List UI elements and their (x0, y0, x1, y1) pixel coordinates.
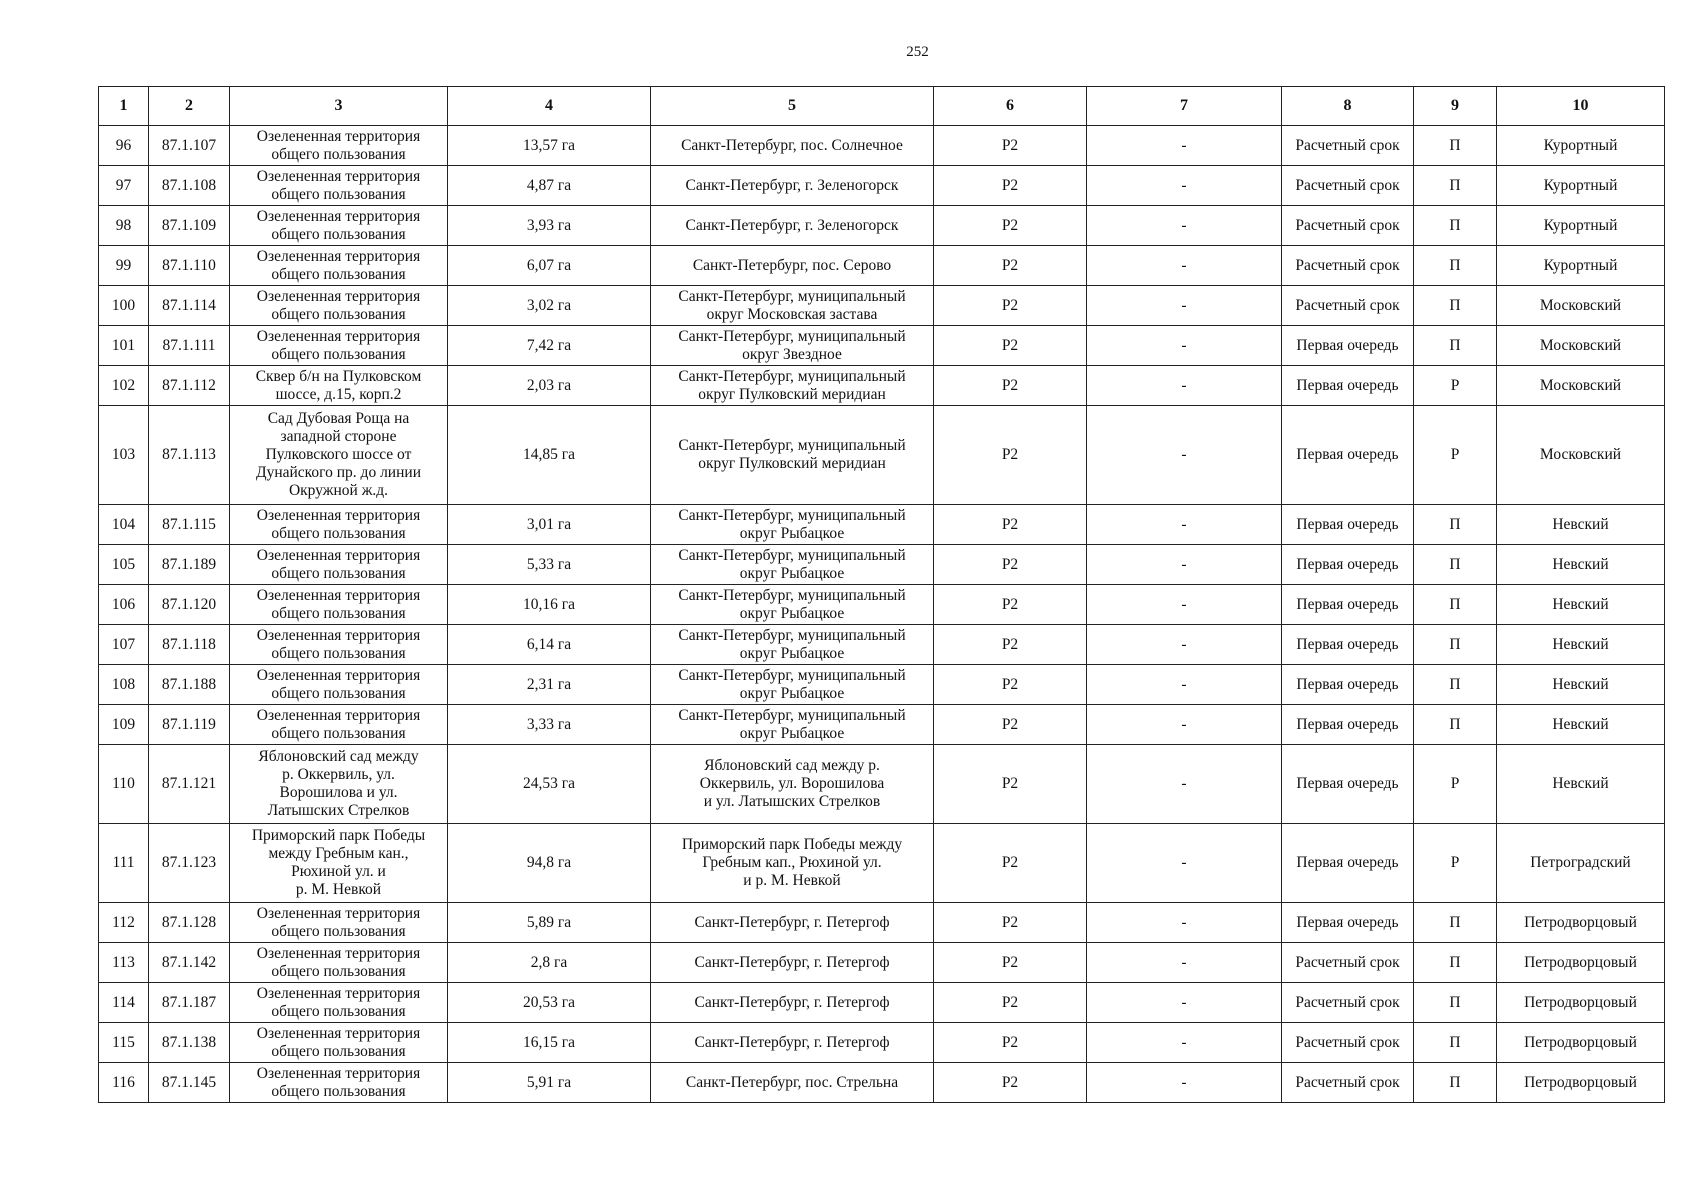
object-code: 87.1.108 (149, 166, 230, 206)
object-name: Озелененная территория общего пользования (230, 246, 448, 286)
status-code: П (1414, 1023, 1497, 1063)
column-7-value: - (1087, 166, 1282, 206)
district-name: Петродворцовый (1497, 1063, 1665, 1103)
object-name: Озелененная территория общего пользования (230, 166, 448, 206)
column-header: 9 (1414, 87, 1497, 126)
header-row (99, 87, 1665, 126)
status-code: П (1414, 206, 1497, 246)
column-header: 6 (934, 87, 1087, 126)
column-7-value: - (1087, 903, 1282, 943)
table-row (99, 206, 1665, 246)
row-number: 100 (99, 286, 149, 326)
object-location: Санкт-Петербург, г. Петергоф (651, 903, 934, 943)
column-7-value: - (1087, 406, 1282, 505)
column-7-value: - (1087, 505, 1282, 545)
object-name: Сквер б/н на Пулковском шоссе, д.15, корп.2 (230, 366, 448, 406)
implementation-term: Первая очередь (1282, 406, 1414, 505)
row-number: 116 (99, 1063, 149, 1103)
zone-code: Р2 (934, 824, 1087, 903)
district-name: Петроградский (1497, 824, 1665, 903)
column-7-value: - (1087, 126, 1282, 166)
district-name: Московский (1497, 406, 1665, 505)
object-name: Озелененная территория общего пользования (230, 1023, 448, 1063)
status-code: П (1414, 625, 1497, 665)
implementation-term: Расчетный срок (1282, 246, 1414, 286)
object-name: Озелененная территория общего пользования (230, 903, 448, 943)
district-name: Петродворцовый (1497, 983, 1665, 1023)
object-code: 87.1.115 (149, 505, 230, 545)
table-row (99, 943, 1665, 983)
implementation-term: Расчетный срок (1282, 206, 1414, 246)
implementation-term: Расчетный срок (1282, 166, 1414, 206)
object-code: 87.1.109 (149, 206, 230, 246)
object-name: Озелененная территория общего пользования (230, 983, 448, 1023)
object-area: 94,8 га (448, 824, 651, 903)
district-name: Петродворцовый (1497, 903, 1665, 943)
table-body (99, 126, 1665, 1103)
object-code: 87.1.113 (149, 406, 230, 505)
object-name: Озелененная территория общего пользования (230, 625, 448, 665)
status-code: П (1414, 166, 1497, 206)
object-area: 2,8 га (448, 943, 651, 983)
implementation-term: Первая очередь (1282, 505, 1414, 545)
table-row (99, 366, 1665, 406)
object-name: Озелененная территория общего пользования (230, 326, 448, 366)
column-7-value: - (1087, 545, 1282, 585)
implementation-term: Первая очередь (1282, 326, 1414, 366)
object-area: 3,93 га (448, 206, 651, 246)
column-7-value: - (1087, 366, 1282, 406)
zone-code: Р2 (934, 705, 1087, 745)
object-code: 87.1.114 (149, 286, 230, 326)
object-code: 87.1.112 (149, 366, 230, 406)
district-name: Невский (1497, 745, 1665, 824)
row-number: 97 (99, 166, 149, 206)
column-7-value: - (1087, 1063, 1282, 1103)
column-7-value: - (1087, 824, 1282, 903)
zone-code: Р2 (934, 366, 1087, 406)
object-code: 87.1.187 (149, 983, 230, 1023)
status-code: П (1414, 126, 1497, 166)
district-name: Петродворцовый (1497, 1023, 1665, 1063)
object-name: Яблоновский сад между р. Оккервиль, ул. Ворошилова и ул. Латышских Стрелков (230, 745, 448, 824)
table-row (99, 903, 1665, 943)
district-name: Курортный (1497, 206, 1665, 246)
table-row (99, 286, 1665, 326)
object-code: 87.1.120 (149, 585, 230, 625)
column-7-value: - (1087, 665, 1282, 705)
object-area: 6,14 га (448, 625, 651, 665)
object-name: Озелененная территория общего пользования (230, 545, 448, 585)
zone-code: Р2 (934, 1063, 1087, 1103)
object-area: 13,57 га (448, 126, 651, 166)
column-7-value: - (1087, 206, 1282, 246)
zone-code: Р2 (934, 665, 1087, 705)
district-name: Курортный (1497, 126, 1665, 166)
column-header: 8 (1282, 87, 1414, 126)
object-name: Озелененная территория общего пользования (230, 505, 448, 545)
object-code: 87.1.145 (149, 1063, 230, 1103)
object-location: Санкт-Петербург, муниципальный округ Пулковский меридиан (651, 366, 934, 406)
status-code: Р (1414, 406, 1497, 505)
column-7-value: - (1087, 943, 1282, 983)
column-header: 7 (1087, 87, 1282, 126)
zone-code: Р2 (934, 943, 1087, 983)
object-code: 87.1.188 (149, 665, 230, 705)
object-location: Санкт-Петербург, муниципальный округ Рыбацкое (651, 705, 934, 745)
table-row (99, 665, 1665, 705)
row-number: 114 (99, 983, 149, 1023)
column-7-value: - (1087, 625, 1282, 665)
implementation-term: Первая очередь (1282, 705, 1414, 745)
table-row (99, 983, 1665, 1023)
column-header: 10 (1497, 87, 1665, 126)
status-code: П (1414, 246, 1497, 286)
column-header: 2 (149, 87, 230, 126)
object-location: Санкт-Петербург, муниципальный округ Рыбацкое (651, 545, 934, 585)
object-name: Озелененная территория общего пользования (230, 943, 448, 983)
status-code: П (1414, 286, 1497, 326)
zone-code: Р2 (934, 745, 1087, 824)
implementation-term: Расчетный срок (1282, 943, 1414, 983)
status-code: П (1414, 505, 1497, 545)
district-name: Невский (1497, 545, 1665, 585)
zone-code: Р2 (934, 983, 1087, 1023)
zone-code: Р2 (934, 505, 1087, 545)
object-location: Санкт-Петербург, муниципальный округ Пулковский меридиан (651, 406, 934, 505)
district-name: Московский (1497, 286, 1665, 326)
zone-code: Р2 (934, 585, 1087, 625)
object-location: Санкт-Петербург, г. Зеленогорск (651, 206, 934, 246)
object-location: Санкт-Петербург, муниципальный округ Рыбацкое (651, 625, 934, 665)
district-name: Курортный (1497, 246, 1665, 286)
object-code: 87.1.107 (149, 126, 230, 166)
column-7-value: - (1087, 745, 1282, 824)
district-name: Курортный (1497, 166, 1665, 206)
row-number: 107 (99, 625, 149, 665)
implementation-term: Расчетный срок (1282, 126, 1414, 166)
zone-code: Р2 (934, 406, 1087, 505)
column-header: 3 (230, 87, 448, 126)
row-number: 113 (99, 943, 149, 983)
zone-code: Р2 (934, 1023, 1087, 1063)
object-location: Санкт-Петербург, муниципальный округ Московская застава (651, 286, 934, 326)
implementation-term: Первая очередь (1282, 824, 1414, 903)
object-location: Приморский парк Победы между Гребным кап., Рюхиной ул. и р. М. Невкой (651, 824, 934, 903)
column-7-value: - (1087, 286, 1282, 326)
zone-code: Р2 (934, 625, 1087, 665)
zone-code: Р2 (934, 286, 1087, 326)
status-code: П (1414, 1063, 1497, 1103)
implementation-term: Первая очередь (1282, 903, 1414, 943)
object-code: 87.1.138 (149, 1023, 230, 1063)
table-row (99, 824, 1665, 903)
implementation-term: Первая очередь (1282, 545, 1414, 585)
status-code: П (1414, 943, 1497, 983)
table-row (99, 585, 1665, 625)
object-area: 4,87 га (448, 166, 651, 206)
district-name: Петродворцовый (1497, 943, 1665, 983)
row-number: 112 (99, 903, 149, 943)
district-name: Невский (1497, 585, 1665, 625)
row-number: 98 (99, 206, 149, 246)
status-code: П (1414, 903, 1497, 943)
zone-code: Р2 (934, 126, 1087, 166)
object-name: Озелененная территория общего пользования (230, 705, 448, 745)
object-location: Санкт-Петербург, пос. Стрельна (651, 1063, 934, 1103)
object-area: 16,15 га (448, 1023, 651, 1063)
district-name: Невский (1497, 505, 1665, 545)
row-number: 108 (99, 665, 149, 705)
zone-code: Р2 (934, 903, 1087, 943)
column-7-value: - (1087, 246, 1282, 286)
column-7-value: - (1087, 326, 1282, 366)
implementation-term: Первая очередь (1282, 745, 1414, 824)
table-row (99, 545, 1665, 585)
column-7-value: - (1087, 705, 1282, 745)
implementation-term: Расчетный срок (1282, 1063, 1414, 1103)
column-header: 1 (99, 87, 149, 126)
table-row (99, 326, 1665, 366)
district-name: Московский (1497, 326, 1665, 366)
object-code: 87.1.121 (149, 745, 230, 824)
object-location: Санкт-Петербург, муниципальный округ Рыбацкое (651, 665, 934, 705)
object-name: Озелененная территория общего пользования (230, 286, 448, 326)
row-number: 106 (99, 585, 149, 625)
object-name: Озелененная территория общего пользования (230, 206, 448, 246)
object-area: 3,33 га (448, 705, 651, 745)
column-7-value: - (1087, 585, 1282, 625)
row-number: 103 (99, 406, 149, 505)
object-area: 6,07 га (448, 246, 651, 286)
column-header: 4 (448, 87, 651, 126)
implementation-term: Первая очередь (1282, 665, 1414, 705)
object-code: 87.1.110 (149, 246, 230, 286)
implementation-term: Расчетный срок (1282, 1023, 1414, 1063)
page-number: 252 (906, 44, 929, 60)
object-location: Санкт-Петербург, г. Петергоф (651, 1023, 934, 1063)
row-number: 104 (99, 505, 149, 545)
implementation-term: Расчетный срок (1282, 286, 1414, 326)
table-row (99, 705, 1665, 745)
object-code: 87.1.111 (149, 326, 230, 366)
district-name: Московский (1497, 366, 1665, 406)
table-row (99, 1023, 1665, 1063)
object-code: 87.1.118 (149, 625, 230, 665)
object-area: 5,89 га (448, 903, 651, 943)
zone-code: Р2 (934, 326, 1087, 366)
table-row (99, 166, 1665, 206)
object-name: Озелененная территория общего пользования (230, 1063, 448, 1103)
row-number: 111 (99, 824, 149, 903)
row-number: 109 (99, 705, 149, 745)
green-areas-table (98, 86, 1665, 1103)
object-location: Санкт-Петербург, муниципальный округ Рыбацкое (651, 505, 934, 545)
implementation-term: Первая очередь (1282, 625, 1414, 665)
object-location: Санкт-Петербург, г. Зеленогорск (651, 166, 934, 206)
object-name: Озелененная территория общего пользования (230, 665, 448, 705)
object-name: Приморский парк Победы между Гребным кан., Рюхиной ул. и р. М. Невкой (230, 824, 448, 903)
zone-code: Р2 (934, 246, 1087, 286)
table-row (99, 745, 1665, 824)
object-code: 87.1.119 (149, 705, 230, 745)
status-code: П (1414, 585, 1497, 625)
status-code: П (1414, 326, 1497, 366)
zone-code: Р2 (934, 166, 1087, 206)
object-area: 5,91 га (448, 1063, 651, 1103)
table-row (99, 246, 1665, 286)
row-number: 101 (99, 326, 149, 366)
object-area: 3,02 га (448, 286, 651, 326)
object-location: Санкт-Петербург, г. Петергоф (651, 943, 934, 983)
object-code: 87.1.142 (149, 943, 230, 983)
object-area: 24,53 га (448, 745, 651, 824)
object-code: 87.1.189 (149, 545, 230, 585)
object-code: 87.1.123 (149, 824, 230, 903)
status-code: Р (1414, 824, 1497, 903)
object-area: 20,53 га (448, 983, 651, 1023)
zone-code: Р2 (934, 545, 1087, 585)
object-area: 10,16 га (448, 585, 651, 625)
object-location: Санкт-Петербург, муниципальный округ Звездное (651, 326, 934, 366)
table-row (99, 406, 1665, 505)
status-code: П (1414, 983, 1497, 1023)
table-row (99, 1063, 1665, 1103)
district-name: Невский (1497, 705, 1665, 745)
object-name: Сад Дубовая Роща на западной стороне Пулковского шоссе от Дунайского пр. до линии Окружной ж.д. (230, 406, 448, 505)
implementation-term: Первая очередь (1282, 366, 1414, 406)
status-code: П (1414, 545, 1497, 585)
column-header: 5 (651, 87, 934, 126)
table-row (99, 625, 1665, 665)
column-7-value: - (1087, 983, 1282, 1023)
object-area: 5,33 га (448, 545, 651, 585)
row-number: 99 (99, 246, 149, 286)
row-number: 102 (99, 366, 149, 406)
object-location: Санкт-Петербург, муниципальный округ Рыбацкое (651, 585, 934, 625)
row-number: 110 (99, 745, 149, 824)
implementation-term: Первая очередь (1282, 585, 1414, 625)
object-location: Санкт-Петербург, г. Петергоф (651, 983, 934, 1023)
object-name: Озелененная территория общего пользования (230, 126, 448, 166)
district-name: Невский (1497, 625, 1665, 665)
status-code: П (1414, 665, 1497, 705)
status-code: Р (1414, 366, 1497, 406)
row-number: 96 (99, 126, 149, 166)
row-number: 105 (99, 545, 149, 585)
object-location: Санкт-Петербург, пос. Серово (651, 246, 934, 286)
object-location: Яблоновский сад между р. Оккервиль, ул. Ворошилова и ул. Латышских Стрелков (651, 745, 934, 824)
district-name: Невский (1497, 665, 1665, 705)
status-code: Р (1414, 745, 1497, 824)
table-row (99, 505, 1665, 545)
table-row (99, 126, 1665, 166)
object-area: 2,31 га (448, 665, 651, 705)
object-area: 3,01 га (448, 505, 651, 545)
object-area: 2,03 га (448, 366, 651, 406)
object-area: 14,85 га (448, 406, 651, 505)
object-area: 7,42 га (448, 326, 651, 366)
object-location: Санкт-Петербург, пос. Солнечное (651, 126, 934, 166)
object-code: 87.1.128 (149, 903, 230, 943)
object-name: Озелененная территория общего пользования (230, 585, 448, 625)
column-7-value: - (1087, 1023, 1282, 1063)
zone-code: Р2 (934, 206, 1087, 246)
row-number: 115 (99, 1023, 149, 1063)
implementation-term: Расчетный срок (1282, 983, 1414, 1023)
status-code: П (1414, 705, 1497, 745)
